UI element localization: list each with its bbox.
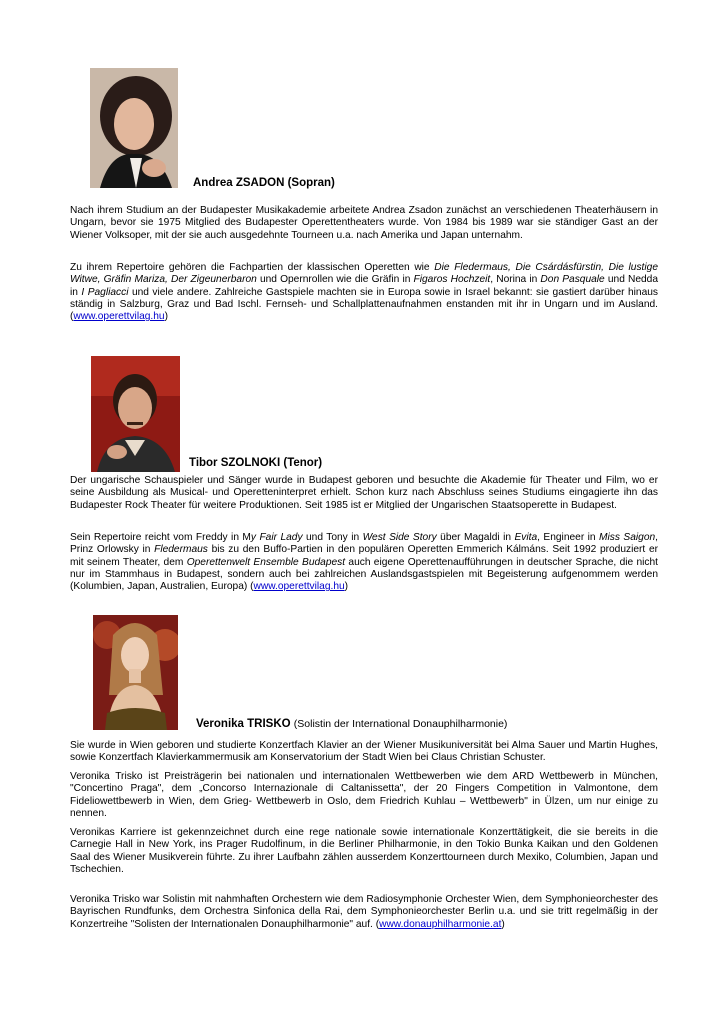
bio-paragraph: Sein Repertoire reicht vom Freddy in My Fair Lady und Tony in West Side Story über Magaldi in Evita, Engineer in Miss Saigon, Prinz Orlowsky in Fledermaus bis zu den Buffo-Partien in den populären Operetten Emmerich Kálmáns. Seit 1992 produziert er mit seinem Theater, dem Operettenwelt Ensemble Budapest auch eigene Operettenaufführungen in deutscher Sprache, die nicht nur im Stammhaus in Budapest, sondern auch bei zahlreichen Auslandsgastspielen mit Begeisterung aufgenommem werden (Kolumbien, Japan, Australien, Europa) (www.operettvilag.hu) xyxy=(70,532,659,593)
performer-name: Veronika TRISKO xyxy=(196,718,291,730)
section-heading-zsadon xyxy=(193,177,335,189)
performer-role: (Sopran) xyxy=(287,177,335,189)
performer-role: (Tenor) xyxy=(283,457,323,469)
portrait-photo-trisko xyxy=(93,615,178,730)
bio-paragraph: Veronika Trisko war Solistin mit nahmhaften Orchestern wie dem Radiosymphonie Orchester Wien, dem Symphonieorchester des Bayrischen Rundfunks, dem Orchestra Sinfonica della Rai, dem Symphonieorchester Berlin u.a. und sie tritt regelmäßig in der Konzertreihe "Solisten der Internationalen Donauphilharmonie" auf. (www.donauphilharmonie.at) xyxy=(70,894,658,930)
website-link[interactable]: www.donauphilharmonie.at xyxy=(379,918,502,930)
bio-paragraph: Veronikas Karriere ist gekennzeichnet durch eine rege nationale sowie internationale Konzerttätigkeit, die sie bereits in die Carnegie Hall in New York, ins Prager Rudolfinum, in die Berliner Philharmonie, in den Tokio Bunka Kaikan und den Goldenen Saal des Wiener Musikverein führte. Zu ihrer Laufbahn zählen ausserdem Konzerttourneen durch Mexiko, Columbien, Japan und Tschechien. xyxy=(70,827,658,875)
website-link[interactable]: www.operettvilag.hu xyxy=(253,581,345,593)
bio-paragraph: Der ungarische Schauspieler und Sänger wurde in Budapest geboren und besuchte die Akademie für Theater und Film, wo er seine Ausbildung als Musical- und Operetteninterpret erhielt. Schon kurz nach Abschluss seines Studiums eingagierte ihn das Budapester Rock Theater für weitere Produktionen. Seit 1985 ist er Mitglied der Ungarischen Staatsoperette in Budapest. xyxy=(70,475,658,511)
bio-paragraph: Nach ihrem Studium an der Budapester Musikakademie arbeitete Andrea Zsadon zunächst an verschiedenen Theaterhäusern in Ungarn, bevor sie 1975 Mitglied des Budapester Operettentheaters wurde. Von 1984 bis 1989 war sie ständiger Gast an der Wiener Volksoper, mit der sie auch ausgedehnte Tourneen u.a. nach Amerika und Japan unternahm. xyxy=(70,205,658,241)
section-heading-trisko xyxy=(196,718,507,730)
bio-paragraph: Sie wurde in Wien geboren und studierte Konzertfach Klavier an der Wiener Musikuniversität bei Alma Sauer und Martin Hughes, sowie Konzertfach Klavierkammermusik am Konservatorium der Stadt Wien bei Claus Christian Schuster. xyxy=(70,740,658,764)
performer-role: (Solistin der International Donauphilharmonie) xyxy=(293,718,508,730)
portrait-photo-zsadon xyxy=(90,68,178,188)
portrait-photo-szolnoki xyxy=(91,356,180,472)
website-link[interactable]: www.operettvilag.hu xyxy=(73,311,165,323)
performer-name: Andrea ZSADON xyxy=(193,177,285,189)
bio-paragraph: Veronika Trisko ist Preisträgerin bei nationalen und internationalen Wettbewerben wie dem ARD Wettbewerb in München, "Concertino Praga", dem „Concorso Internazionale di Caltanissetta", der 20 Fingers Competition in Valmontone, dem Fideliowettbewerb in Wien, dem Grieg- Wettbewerb in Oslo, dem Friedrich Kuhlau – Wettbewerb" in Ülzen, um nur einige zu nennen. xyxy=(70,771,658,819)
performer-name: Tibor SZOLNOKI xyxy=(189,457,281,469)
bio-paragraph: Zu ihrem Repertoire gehören die Fachpartien der klassischen Operetten wie Die Fledermaus, Die Csárdásfürstin, Die lustige Witwe, Gräfin Mariza, Der Zigeunerbaron und Opernrollen wie die Gräfin in Figaros Hochzeit, Norina in Don Pasquale und Nedda in I Pagliacci und viele andere. Zahlreiche Gastspiele machten sie in Europa sowie in Israel bekannt: sie gastiert darüber hinaus ständig in Salzburg, Graz und Bad Ischl. Fernseh- und Schallplattenaufnahmen enstanden mit ihr in Ungarn und im Ausland. (www.operettvilag.hu) xyxy=(70,262,659,323)
section-heading-szolnoki xyxy=(189,457,322,469)
